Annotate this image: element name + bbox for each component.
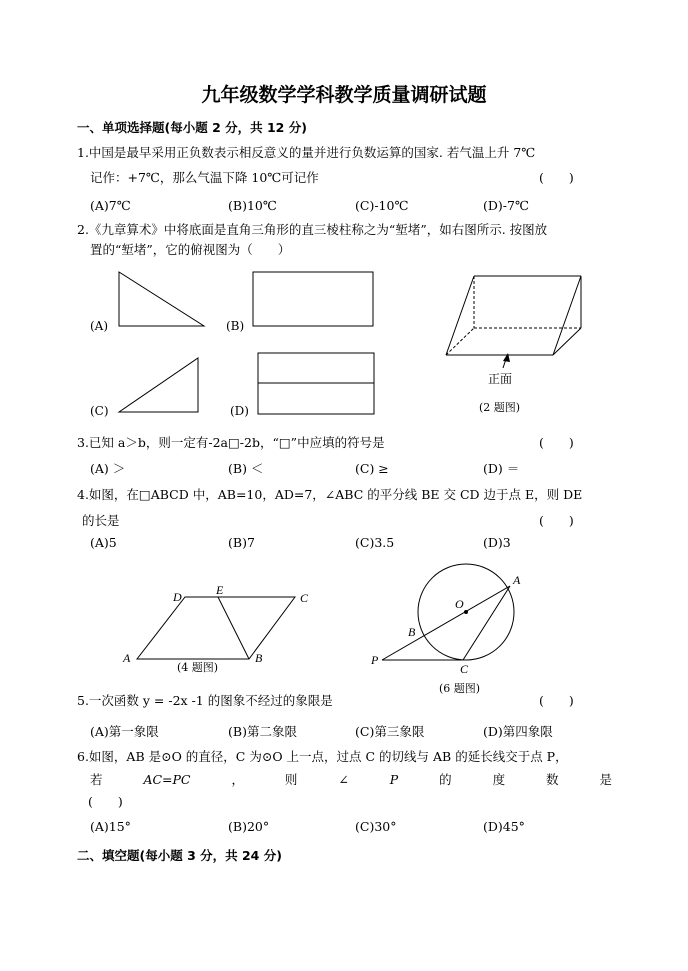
q2-stem-line1: 2.《九章算术》中将底面是直角三角形的直三棱柱称之为“堑堵”，如右图所示. 按图放 <box>77 222 548 237</box>
q6-secant-pa <box>382 586 510 660</box>
q3-option-b: (B) ＜ <box>228 461 264 476</box>
q2-figure-caption: (2 题图) <box>479 401 521 414</box>
q4-option-a: (A)5 <box>90 535 117 550</box>
q4-point-e: E <box>216 583 224 597</box>
page-title: 九年级数学学科教学质量调研试题 <box>201 84 487 106</box>
q6-chord-ac <box>463 586 510 660</box>
q6-center-dot <box>464 610 468 614</box>
q3-answer-blank: ( ) <box>539 435 574 450</box>
q6-option-d: (D)45° <box>483 819 525 834</box>
q5-stem: 5.一次函数 y = -2x -1 的图象不经过的象限是 <box>77 693 333 708</box>
q1-option-c: (C)-10℃ <box>355 198 409 213</box>
q6-stem-line2 <box>90 774 612 787</box>
q5-option-a: (A)第一象限 <box>90 724 159 739</box>
q3-option-c: (C) ≥ <box>355 461 389 476</box>
q2-option-d-label: (D) <box>230 404 249 418</box>
q6-point-a: A <box>513 573 521 587</box>
q6-word: AC=PC <box>143 772 191 787</box>
q6-word: ， <box>231 772 244 787</box>
q4-option-b: (B)7 <box>228 535 255 550</box>
q4-option-d: (D)3 <box>483 535 511 550</box>
section-header-choice: 一、单项选择题(每小题 2 分，共 12 分) <box>77 120 307 135</box>
q6-point-c: C <box>460 662 469 676</box>
q6-word: 的 <box>439 772 452 787</box>
q1-option-b: (B)10℃ <box>228 198 277 213</box>
q1-stem-line1: 1.中国是最早采用正负数表示相反意义的量并进行负数运算的国家. 若气温上升 7℃ <box>77 145 536 160</box>
q5-option-b: (B)第二象限 <box>228 724 297 739</box>
q6-option-c: (C)30° <box>355 819 397 834</box>
q6-word: ∠ <box>338 772 349 787</box>
q4-point-c: C <box>300 591 309 605</box>
q3-option-d: (D) ＝ <box>483 461 520 476</box>
q5-option-c: (C)第三象限 <box>355 724 425 739</box>
q4-stem-line2: 的长是 <box>82 513 120 528</box>
q3-option-a: (A) ＞ <box>90 461 126 476</box>
q4-figure-caption: (4 题图) <box>177 661 219 674</box>
q4-point-a: A <box>123 651 131 665</box>
q6-figure-caption: (6 题图) <box>439 682 481 695</box>
q4-answer-blank: ( ) <box>539 513 574 528</box>
q6-option-b: (B)20° <box>228 819 270 834</box>
q4-point-b: B <box>255 651 263 665</box>
q2-option-c-label: (C) <box>90 404 109 418</box>
q4-point-d: D <box>173 590 182 604</box>
q6-word: 若 <box>90 772 103 787</box>
q6-point-p: P <box>371 653 379 667</box>
q3-stem: 3.已知 a＞b，则一定有-2a□-2b，“□”中应填的符号是 <box>77 435 385 450</box>
q2-front-label: 正面 <box>488 372 513 386</box>
q5-option-d: (D)第四象限 <box>483 724 553 739</box>
q4-option-c: (C)3.5 <box>355 535 395 550</box>
q6-word: 度 <box>492 772 506 787</box>
q1-stem-line2: 记作：+7℃，那么气温下降 10℃可记作 <box>90 170 319 185</box>
q2-option-a-label: (A) <box>90 319 109 333</box>
q6-point-b: B <box>408 625 416 639</box>
q6-point-o: O <box>455 597 464 611</box>
q2-stem-line2: 置的“堑堵”，它的俯视图为（ ） <box>90 242 291 257</box>
q4-stem-line1: 4.如图，在□ABCD 中，AB=10，AD=7，∠ABC 的平分线 BE 交 CD 边于点 E，则 DE <box>77 487 583 502</box>
q2-option-b-label: (B) <box>226 319 245 333</box>
q6-word: 数 <box>546 772 559 787</box>
q6-stem-line1: 6.如图，AB 是⊙O 的直径，C 为⊙O 上一点，过点 C 的切线与 AB 的延长线交于点 P， <box>77 749 568 764</box>
q6-word: P <box>389 772 399 787</box>
q6-option-a: (A)15° <box>90 819 131 834</box>
q1-option-d: (D)-7℃ <box>483 198 529 213</box>
q1-option-a: (A)7℃ <box>90 198 131 213</box>
q1-answer-blank: ( ) <box>539 170 574 185</box>
q6-answer-blank: ( ) <box>88 794 123 809</box>
q5-answer-blank: ( ) <box>539 693 574 708</box>
q6-word: 是 <box>599 772 612 787</box>
section-header-fill-blank: 二、填空题(每小题 3 分，共 24 分) <box>77 848 282 863</box>
q6-word: 则 <box>284 772 298 787</box>
